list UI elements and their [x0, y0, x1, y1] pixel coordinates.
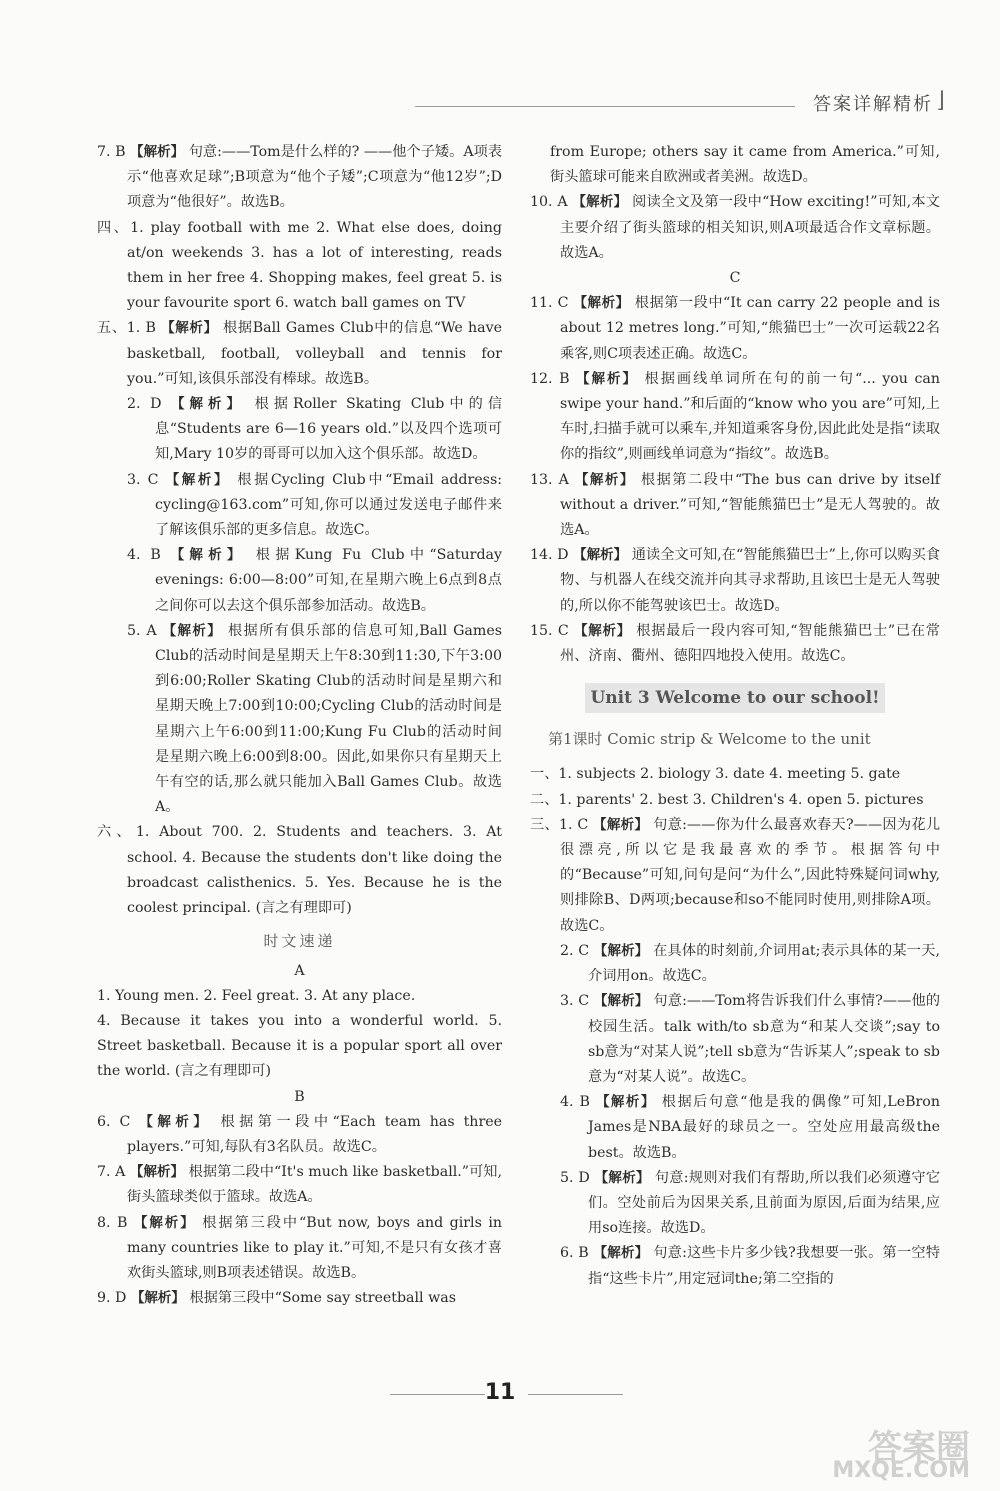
analysis-tag: 【解析】	[130, 1290, 185, 1307]
page-header	[415, 88, 945, 118]
section-four	[97, 216, 502, 317]
item-text: 根据第二段中“It's much like basketball.”可知,街头篮球类似于篮球。故选A。	[127, 1164, 503, 1206]
page-number: 11	[484, 1380, 516, 1405]
analysis-tag: 【解析】	[576, 370, 639, 387]
item-number: 2. C	[560, 942, 590, 959]
analysis-tag: 【解析】	[162, 622, 223, 639]
lesson-title: 第1课时 Comic strip & Welcome to the unit	[548, 730, 871, 749]
item-number: 2. D	[127, 396, 162, 413]
section-six	[97, 820, 502, 921]
answer-item	[530, 939, 940, 989]
answer-item	[530, 291, 940, 367]
section-head: 四、	[97, 219, 131, 236]
item-number: 7. B	[97, 144, 126, 160]
answer-item	[97, 140, 502, 216]
part-c-label: C	[729, 270, 741, 287]
item-number: 5. A	[127, 622, 157, 639]
item-text: 通读全文可知,在“智能熊猫巴士”上,你可以购买食物、与机器人在线交流并向其寻求帮助,且该巴士是无人驾驶的,所以你不能驾驶该巴士。故选D。	[560, 547, 941, 614]
section-head: 五、	[97, 320, 127, 337]
section-text: 1. About 700. 2. Students and teachers. 3. At school. 4. Because the students don't like doing the broadcast calisthenics. 5. Yes. Because he is the coolest principal. (言之有理即可)	[127, 824, 502, 917]
answer-line: 1. Young men. 2. Feel great. 3. At any place.	[97, 987, 416, 1004]
analysis-tag: 【解析】	[170, 396, 246, 413]
answer-item	[530, 1241, 940, 1291]
item-number: 5. D	[560, 1169, 590, 1186]
item-text: 根据第三段中“But now, boys and girls in many countries like to play it.”可知,不是只有女孩才喜欢街头篮球,则B项表述错误。故选B。	[127, 1214, 502, 1281]
analysis-tag: 【解析】	[133, 1214, 196, 1231]
answer-item	[530, 543, 940, 619]
section-two	[530, 788, 940, 813]
item-number: 11. C	[530, 295, 569, 312]
item-number: 3. C	[127, 471, 159, 488]
section-one	[530, 762, 940, 787]
answer-item	[530, 1090, 940, 1166]
analysis-tag: 【解析】	[573, 295, 630, 312]
watermark-logo: 答案圈	[868, 1428, 970, 1468]
answer-item	[530, 367, 940, 468]
item-number: 6. B	[560, 1245, 589, 1262]
item-number: 1. C	[559, 816, 589, 833]
watermark-url: MXQE.COM	[832, 1458, 970, 1483]
analysis-tag: 【解析】	[161, 320, 218, 337]
answer-item	[97, 392, 502, 468]
analysis-tag: 【解析】	[573, 547, 628, 564]
item-text: 句意:——你为什么最喜欢春天?——因为花儿很漂亮,所以它是我最喜欢的季节。根据答句中的“Because”可知,问句是问“为什么”,因此特殊疑问词why,则排除B、D两项;because和so不能同时使用,则排除A项。故选C。	[560, 816, 941, 934]
analysis-tag: 【解析】	[572, 194, 628, 211]
item-number: 12. B	[530, 370, 570, 387]
analysis-tag: 【解析】	[130, 144, 185, 160]
answer-line: 4. Because it takes you into a wonderful world. 5. Street basketball. Because it is a popular sport all over the world. (言之有理即可)	[97, 1012, 502, 1080]
item-text: 阅读全文及第一段中“How exciting!”可知,本文主要介绍了街头篮球的相关知识,则A项最适合作文章标题。故选A。	[560, 194, 940, 261]
analysis-tag: 【解析】	[129, 1164, 185, 1181]
analysis-tag: 【解析】	[593, 993, 649, 1010]
item-text: 根据Cycling Club中“Email address: cycling@163.com”可知,你可以通过发送电子邮件来了解该俱乐部的更多信息。故选C。	[155, 471, 503, 539]
analysis-tag: 【解析】	[574, 471, 635, 488]
item-number: 10. A	[530, 194, 568, 211]
item-text: 句意:这些卡片多少钱?我想要一张。第一空特指“这些卡片”,用定冠词the;第二空指的	[588, 1245, 941, 1287]
header-rule	[415, 106, 795, 107]
item-number: 4. B	[560, 1094, 590, 1111]
answer-item	[530, 989, 940, 1090]
left-column	[97, 140, 502, 1311]
page-number-rule-right	[528, 1394, 623, 1395]
item-number: 13. A	[530, 471, 569, 488]
analysis-tag: 【解析】	[573, 622, 631, 639]
analysis-tag: 【解析】	[594, 1169, 650, 1186]
answer-item	[97, 1110, 502, 1160]
item-text: 根据第一段中“It can carry 22 people and is about 12 metres long.”可知,“熊猫巴士”一次可运载22名乘客,则C项表述正确。故选C。	[560, 295, 940, 362]
item-number: 1. B	[126, 320, 156, 337]
answer-item	[97, 543, 502, 619]
header-title: 答案详解精析	[813, 94, 933, 115]
section-head: 三、	[530, 816, 559, 833]
analysis-tag: 【解析】	[170, 547, 246, 564]
item-text: 句意:——Tom是什么样的? ——他个子矮。A项表示“他喜欢足球”;B项意为“他个子矮”;C项意为“他12岁”;D项意为“他很好”。故选B。	[127, 144, 503, 211]
section-text: 1. play football with me 2. What else does, doing at/on weekends 3. has a lot of interesting, reads them in her free 4. Shopping makes, feel great 5. is your favourite sport 6. watch ball games on TV	[127, 219, 502, 312]
item-number: 15. C	[530, 622, 569, 639]
section-text: 1. parents' 2. best 3. Children's 4. open 5. pictures	[558, 791, 924, 808]
analysis-tag: 【解析】	[593, 942, 649, 959]
item-text: 根据所有俱乐部的信息可知,Ball Games Club的活动时间是星期天上午8:30到11:30,下午3:00到6:00;Roller Skating Club的活动时间是星期六和星期天晚上7:00到10:00;Cycling Club的活动时间是星期六上午6:00到11:00;Kung Fu Club的活动时间是星期六晚上6:00到8:00。因此,如果你只有星期天上午有空的话,那么就只能加入Ball Games Club。故选A。	[155, 622, 503, 816]
answer-item	[97, 619, 502, 821]
item-text: 根据Kung Fu Club中“Saturday evenings: 6:00—8:00”可知,在星期六晚上6点到8点之间你可以去这个俱乐部参加活动。故选B。	[155, 547, 502, 614]
analysis-tag: 【解析】	[593, 1245, 649, 1262]
answer-item	[97, 1160, 502, 1210]
section-text: 1. subjects 2. biology 3. date 4. meeting 5. gate	[558, 766, 901, 783]
answer-item	[97, 468, 502, 544]
unit-title: Unit 3 Welcome to our school!	[585, 683, 885, 713]
answer-item	[97, 1211, 502, 1287]
item-text: 句意:——Tom将告诉我们什么事情?——他的校园生活。talk with/to sb意为“和某人交谈”;say to sb意为“对某人说”;tell sb意为“告诉某人”;speak to sb意为“对某人说”。故选C。	[588, 993, 941, 1085]
item-text: 根据第一段中“Each team has three players.”可知,每队有3名队员。故选C。	[127, 1113, 503, 1155]
header-bracket: ⌋	[936, 88, 945, 113]
item-text: 根据Ball Games Club中的信息“We have basketball, football, volleyball and tennis for you.”可知,该俱乐部没有棒球。故选B。	[127, 320, 502, 387]
item-number: 8. B	[97, 1214, 128, 1231]
part-a-label: A	[294, 962, 305, 979]
analysis-tag: 【解析】	[139, 1113, 212, 1130]
item-text: 在具体的时刻前,介词用at;表示具体的某一天,介词用on。故选C。	[588, 942, 940, 985]
answer-item	[97, 1286, 502, 1311]
item-text: 根据第二段中“The bus can drive by itself without a driver.”可知,“智能熊猫巴士”是无人驾驶的。故选A。	[560, 471, 940, 539]
section-head: 六、	[97, 824, 136, 841]
section-head: 一、	[530, 766, 559, 783]
reading-title: 时文速递	[263, 932, 336, 951]
item-number: 9. D	[97, 1290, 127, 1307]
item-text: 根据第三段中“Some say streetball was	[189, 1290, 456, 1307]
analysis-tag: 【解析】	[165, 471, 231, 488]
item-number: 6. C	[97, 1113, 131, 1130]
section-head: 二、	[530, 791, 559, 808]
analysis-tag: 【解析】	[593, 816, 649, 833]
answer-item	[530, 813, 940, 939]
item-text: 根据后句意“他是我的偶像”可知,LeBron James是NBA最好的球员之一。空处应用最高级the best。故选B。	[588, 1094, 940, 1161]
item-number: 3. C	[560, 993, 590, 1010]
answer-item	[530, 619, 940, 669]
right-column	[530, 140, 940, 1292]
answer-item	[530, 190, 940, 266]
answer-item	[530, 1166, 940, 1242]
answer-continuation: from Europe; others say it came from America.”可知,街头篮球可能来自欧洲或者美洲。故选D。	[550, 144, 940, 186]
item-text: 根据最后一段内容可知,“智能熊猫巴士”已在常州、济南、衢州、德阳四地投入使用。故选C。	[560, 622, 941, 665]
answer-item	[530, 468, 940, 544]
part-b-label: B	[294, 1088, 305, 1105]
item-number: 7. A	[97, 1164, 126, 1181]
item-number: 14. D	[530, 547, 569, 564]
item-text: 句意:规则对我们有帮助,所以我们必须遵守它们。空处前后为因果关系,且前面为原因,后面为结果,应用so连接。故选D。	[588, 1169, 941, 1237]
analysis-tag: 【解析】	[595, 1094, 656, 1111]
answer-item	[97, 316, 502, 392]
item-number: 4. B	[127, 547, 161, 564]
item-text: 根据Roller Skating Club中的信息“Students are 6—16 years old.”以及四个选项可知,Mary 10岁的哥哥可以加入这个俱乐部。故选D。	[155, 396, 503, 463]
item-text: 根据画线单词所在句的前一句“... you can swipe your hand.”和后面的“know who you are”可知,上车时,扫描手就可以乘车,并知道乘客身份,因此此处是指“读取你的指纹”,则画线单词意为“指纹”。故选B。	[560, 370, 940, 463]
